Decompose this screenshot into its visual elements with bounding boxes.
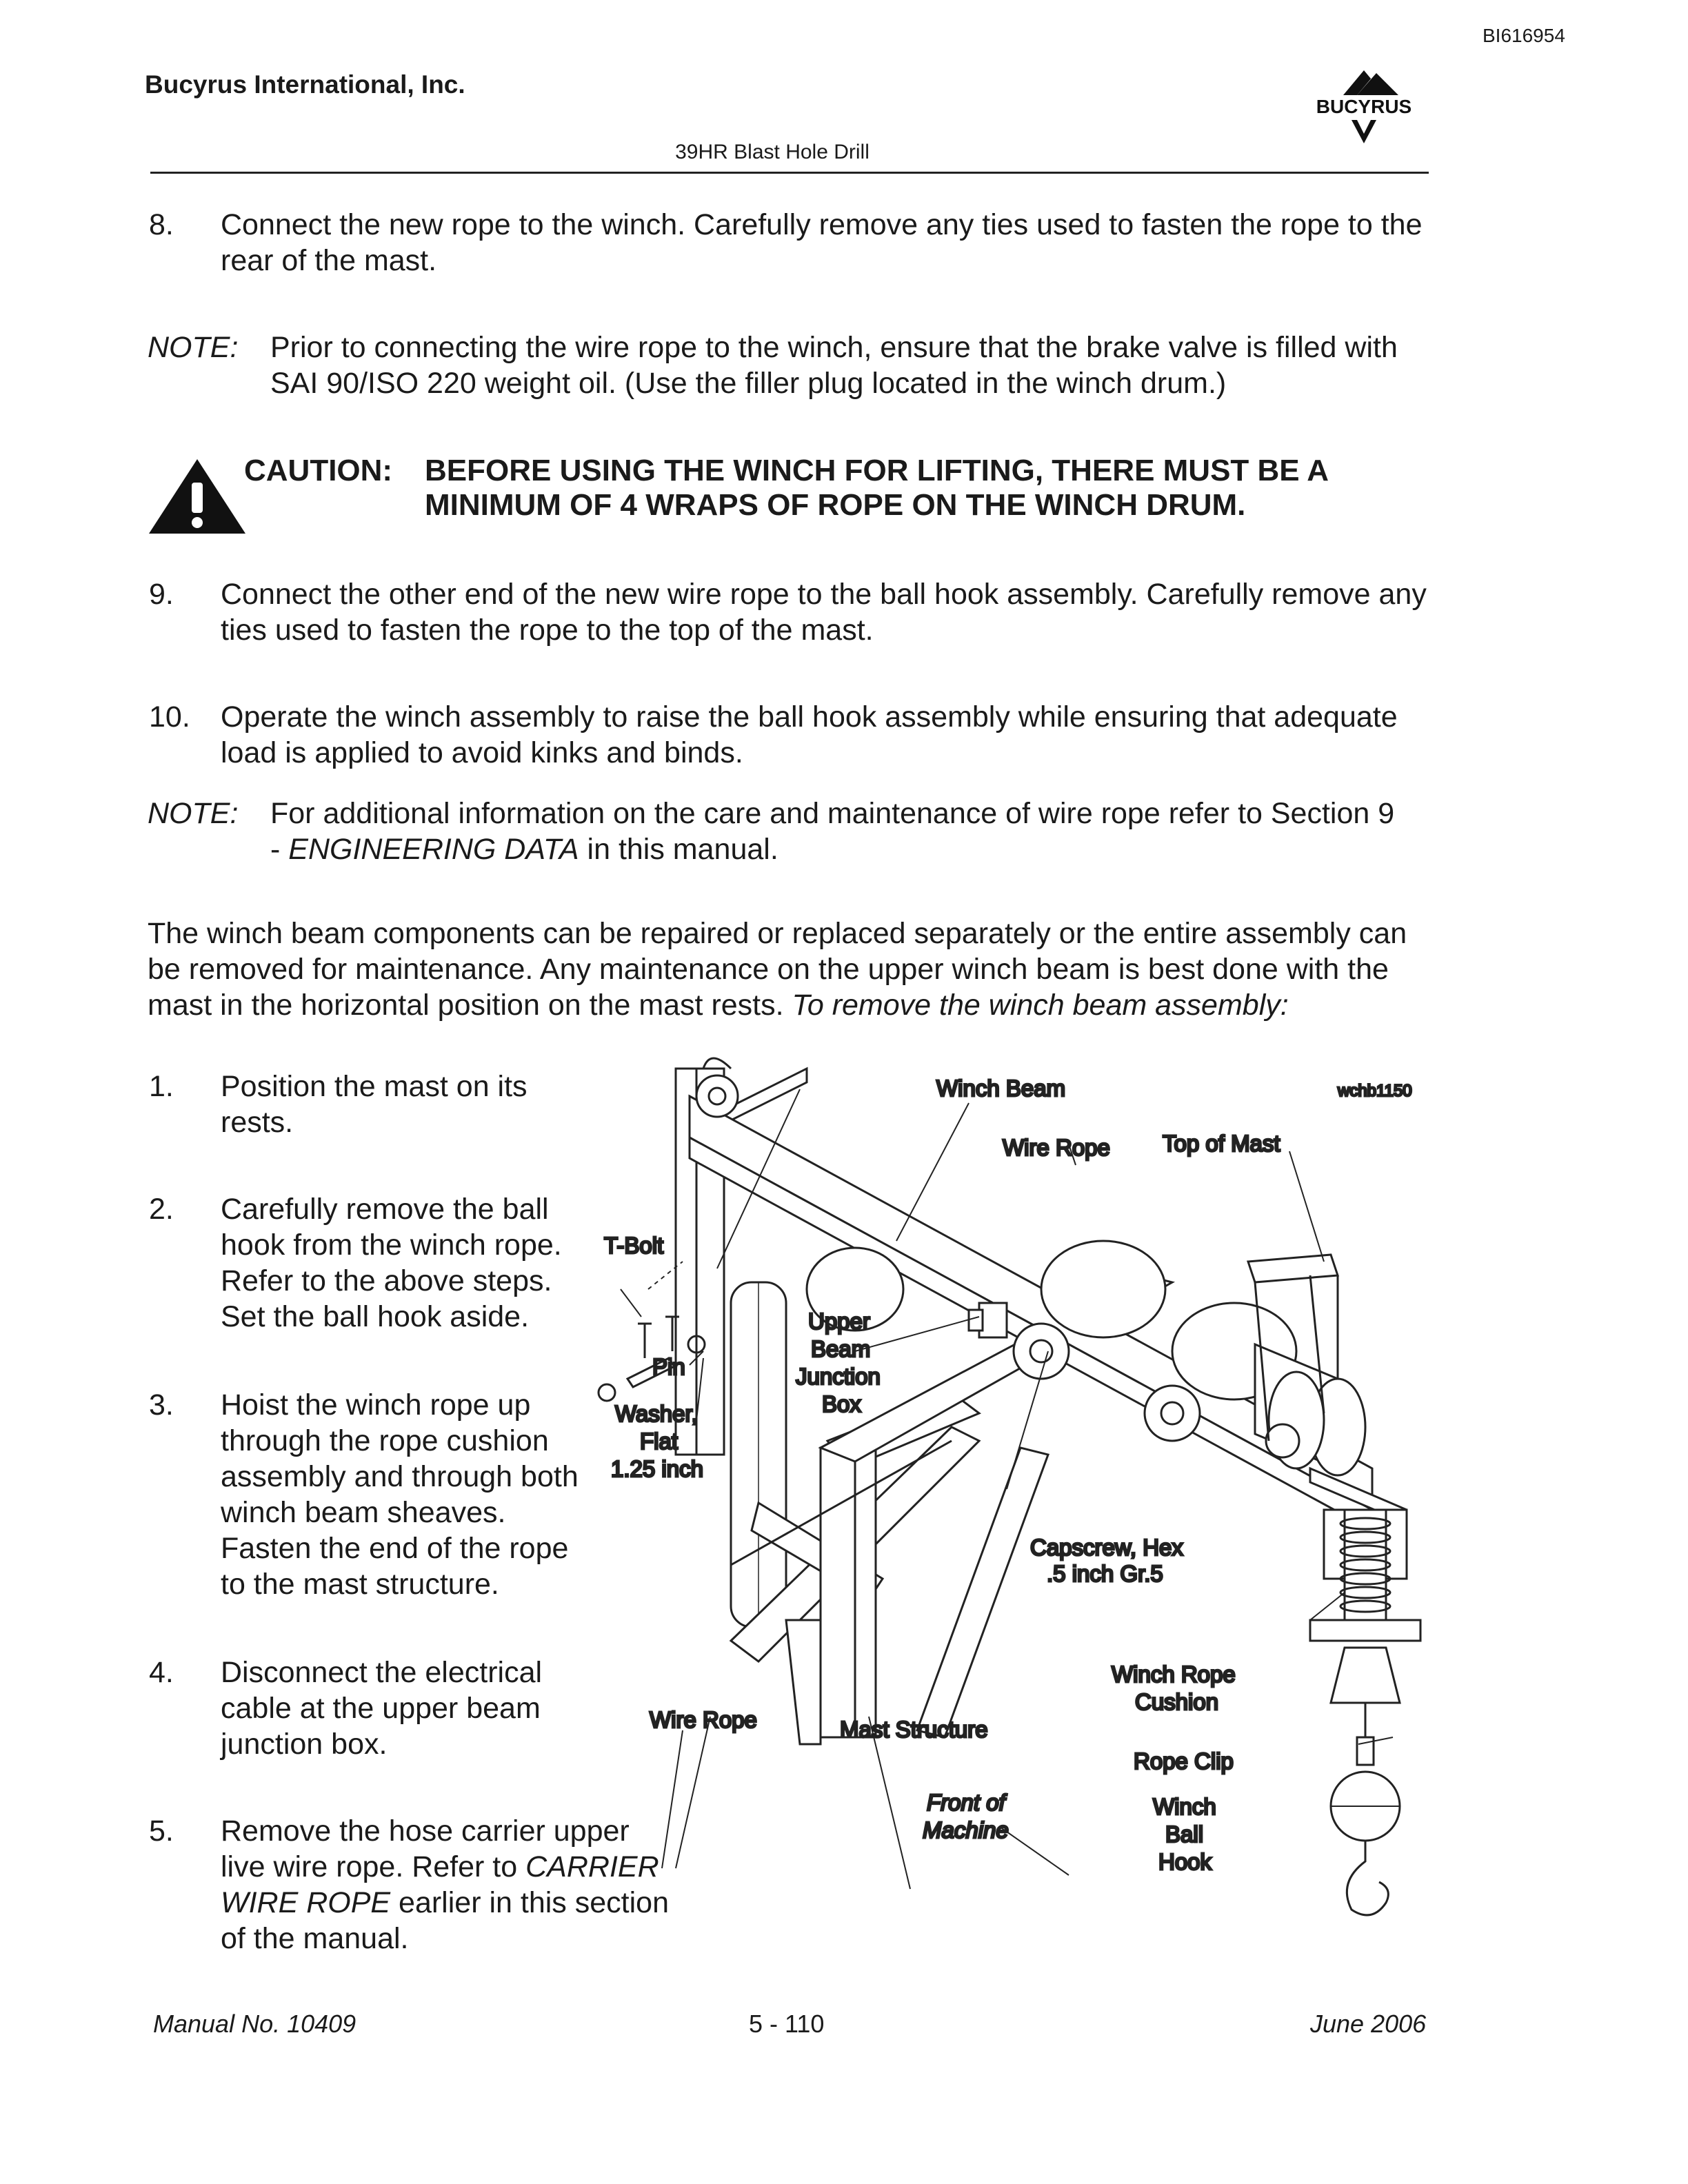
label-front-of-machine: Machine — [923, 1817, 1009, 1843]
step-text: Position the mast on its rests. — [221, 1070, 528, 1139]
footer-date: June 2006 — [1310, 2010, 1427, 2038]
label-wire-rope-bottom: Wire Rope — [650, 1707, 757, 1732]
document-id: BI616954 — [1483, 25, 1565, 46]
step-number: 9. — [149, 578, 174, 611]
step-text: Disconnect the electrical cable at the upper beam junction box. — [221, 1656, 543, 1761]
document-subtitle: 39HR Blast Hole Drill — [675, 141, 870, 163]
svg-text:BUCYRUS: BUCYRUS — [1316, 96, 1412, 117]
label-rope-clip: Rope Clip — [1134, 1748, 1234, 1774]
label-winch-rope-cushion: Winch Rope — [1112, 1661, 1236, 1687]
label-ball-hook: Ball — [1165, 1821, 1204, 1847]
note-text: Prior to connecting the wire rope to the winch, ensure that the brake valve is filled with SAI 90/ISO 220 weight oil. (Use the filler plug located in the winch drum.) — [270, 331, 1398, 400]
note-label: NOTE: — [148, 797, 239, 830]
label-capscrew: .5 inch Gr.5 — [1047, 1561, 1163, 1586]
step-number: 5. — [149, 1814, 174, 1848]
step-number: 2. — [149, 1193, 174, 1226]
step-text: Carefully remove the ball hook from the winch rope. Refer to the above steps. Set the ball hook aside. — [221, 1193, 562, 1333]
hook-assembly-drawing — [1310, 1468, 1420, 1915]
label-wire-rope-top: Wire Rope — [1003, 1135, 1110, 1160]
label-winch-rope-cushion: Cushion — [1135, 1689, 1219, 1715]
label-winch-beam: Winch Beam — [936, 1075, 1066, 1101]
label-capscrew: Capscrew, Hex — [1030, 1535, 1183, 1560]
label-junction-box: Box — [822, 1391, 861, 1417]
figure-id: wchb1150 — [1338, 1082, 1412, 1100]
step-number: 8. — [149, 208, 174, 241]
footer-page-number: 5 - 110 — [749, 2010, 825, 2038]
label-washer: Flat — [640, 1428, 679, 1454]
step-text: Operate the winch assembly to raise the ball hook assembly while ensuring that adequate load is applied to avoid kinks and binds. — [221, 700, 1398, 769]
step-text: Connect the other end of the new wire rope to the ball hook assembly. Carefully remove any ties used to fasten the rope to the top of the mast. — [221, 578, 1427, 647]
label-ball-hook: Winch — [1153, 1794, 1216, 1819]
label-ball-hook: Hook — [1158, 1849, 1212, 1874]
note-label: NOTE: — [148, 331, 239, 364]
label-mast-structure: Mast Structure — [840, 1717, 988, 1742]
caution-text: BEFORE USING THE WINCH FOR LIFTING, THERE MUST BE A MINIMUM OF 4 WRAPS OF ROPE ON THE WINCH DRUM. — [425, 454, 1329, 522]
caution-label: CAUTION: — [244, 454, 393, 487]
label-washer: 1.25 inch — [611, 1456, 703, 1482]
company-name: Bucyrus International, Inc. — [145, 70, 465, 99]
step-text: Connect the new rope to the winch. Carefully remove any ties used to fasten the rope to the rear of the mast. — [221, 208, 1423, 277]
footer-manual-number: Manual No. 10409 — [153, 2010, 356, 2038]
label-pin: Pin — [652, 1354, 685, 1379]
note-text: For additional information on the care and maintenance of wire rope refer to Section 9 - ENGINEERING DATA in this manual. — [270, 797, 1395, 866]
step-text: Hoist the winch rope up through the rope cushion assembly and through both winch beam sheaves. Fasten the end of the rope to the mast structure. — [221, 1388, 579, 1601]
label-washer: Washer, — [615, 1401, 698, 1426]
bucyrus-logo — [1288, 68, 1440, 150]
step-text: Remove the hose carrier upper live wire rope. Refer to CARRIER WIRE ROPE earlier in this section of the manual. — [221, 1814, 669, 1955]
header-rule — [150, 172, 1429, 174]
label-junction-box: Upper — [808, 1308, 870, 1334]
label-top-of-mast: Top of Mast — [1163, 1131, 1280, 1156]
step-number: 3. — [149, 1388, 174, 1422]
warning-icon — [146, 456, 248, 536]
intro-paragraph: The winch beam components can be repaired or replaced separately or the entire assembly can be removed for maintenance. Any maintenance on the upper winch beam is best done with the mast in the horizontal position on the mast rests. To remove the winch beam assembly: — [148, 917, 1407, 1022]
step-number: 1. — [149, 1070, 174, 1103]
step-number: 4. — [149, 1656, 174, 1689]
label-front-of-machine: Front of — [927, 1790, 1005, 1815]
winch-beam-diagram — [593, 1055, 1448, 1985]
label-t-bolt: T-Bolt — [604, 1233, 664, 1258]
label-junction-box: Junction — [796, 1364, 881, 1389]
label-junction-box: Beam — [811, 1336, 871, 1362]
step-number: 10. — [149, 700, 190, 734]
